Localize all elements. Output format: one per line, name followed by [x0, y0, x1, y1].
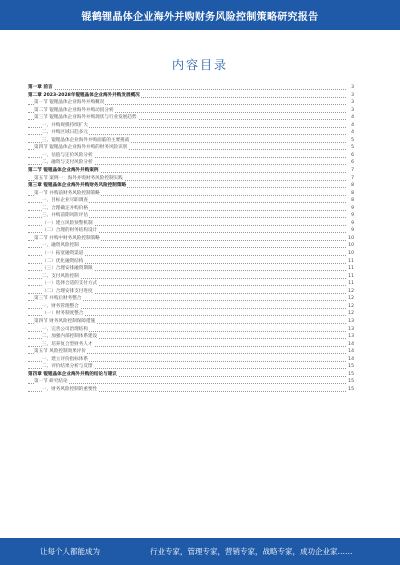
- toc-entry-label: 第二章 2023-2028年锟锂晶体企业海外并购发展概况: [28, 92, 140, 98]
- toc-entry-page: 3: [347, 84, 354, 92]
- toc-entry-label: 第一节 锟锂晶体企业海外并购概况: [34, 100, 105, 106]
- toc-entry[interactable]: [28, 175, 354, 183]
- toc-entry-page: 9: [347, 205, 354, 213]
- toc-leader-dots: [28, 89, 354, 90]
- toc-entry-page: 11: [348, 273, 354, 279]
- toc-entry[interactable]: [28, 159, 354, 167]
- footer-banner: [0, 538, 400, 565]
- toc-entry-page: 14: [348, 341, 354, 347]
- toc-entry-page: 14: [348, 356, 354, 362]
- toc-entry-page: 8: [347, 182, 354, 190]
- header-banner: [0, 0, 400, 30]
- toc-entry-label: 第五节 风险控制效果评价: [34, 349, 86, 355]
- toc-entry-page: 15: [348, 386, 354, 392]
- toc-entry-page: 12: [348, 296, 354, 302]
- toc-entry-page: 12: [348, 311, 354, 317]
- toc-entry[interactable]: [28, 303, 354, 311]
- toc-entry-label: 二、支付风险控制: [42, 273, 79, 279]
- toc-entry-label: 第四节 财务风险控制保障措施: [34, 318, 96, 324]
- toc-entry-page: 11: [348, 258, 354, 264]
- toc-entry-page: 15: [348, 371, 354, 377]
- toc-entry-label: 二、合理确定并购价格: [42, 205, 88, 211]
- toc-entry[interactable]: [28, 242, 354, 250]
- toc-entry-page: 4: [347, 129, 354, 137]
- toc-entry[interactable]: [28, 99, 354, 107]
- toc-entry[interactable]: [28, 205, 354, 213]
- toc-entry-label: 第一节 并购前财务风险控制策略: [34, 190, 100, 196]
- toc-entry-page: 10: [348, 243, 354, 249]
- toc-entry[interactable]: [28, 227, 354, 235]
- toc-entry[interactable]: [28, 84, 354, 92]
- toc-entry[interactable]: [28, 288, 354, 296]
- toc-entry-label: 三、并购前期风险评估: [42, 213, 88, 219]
- toc-entry[interactable]: [28, 295, 354, 303]
- toc-entry-label: 一、财务风险控制的重要性: [42, 386, 98, 392]
- toc-entry-label: 第二节 锟锂晶体企业海外并购动因分析: [34, 107, 114, 113]
- toc-leader-dots: [28, 383, 354, 384]
- toc-entry[interactable]: [28, 378, 354, 386]
- toc-entry[interactable]: [28, 348, 354, 356]
- toc-entry-label: 一、并购规模持续扩大: [42, 122, 88, 128]
- toc-entry-label: （一）建立风险预警机制: [42, 220, 93, 226]
- toc-entry[interactable]: [28, 341, 354, 349]
- toc-entry-page: 14: [348, 349, 354, 355]
- toc-entry-page: 4: [347, 114, 354, 122]
- toc-entry[interactable]: [28, 122, 354, 130]
- toc-entry-page: 8: [347, 190, 354, 198]
- toc-entry-page: 7: [347, 175, 354, 183]
- toc-entry-page: 5: [347, 137, 354, 145]
- toc-entry-label: 一、目标企业尽职调查: [42, 198, 88, 204]
- toc-entry-page: 15: [348, 364, 354, 370]
- toc-entry[interactable]: [28, 280, 354, 288]
- toc-entry-label: 三、锟锂晶体企业海外并购面临的主要挑战: [42, 137, 130, 143]
- toc-entry-page: 13: [348, 334, 354, 340]
- toc-entry-page: 10: [348, 235, 354, 241]
- toc-entry[interactable]: [28, 212, 354, 220]
- toc-entry-label: 二、融资与支付风险分析: [42, 160, 93, 166]
- toc-entry-page: 3: [347, 92, 354, 100]
- toc-entry-page: 6: [347, 152, 354, 160]
- toc-entry-label: 第三节 锟锂晶体企业海外并购现状与行业发展趋势: [34, 115, 137, 121]
- toc-entry-label: 一、建立评价指标体系: [42, 356, 88, 362]
- toc-entry-label: 一、估值与定价风险分析: [42, 152, 93, 158]
- toc-entry-label: 一、完善公司治理结构: [42, 326, 88, 332]
- toc-entry-label: 第三节 并购后财务整合: [34, 296, 82, 302]
- toc-entry[interactable]: [28, 318, 354, 326]
- toc-entry-page: 12: [348, 303, 354, 309]
- toc-entry-page: 9: [347, 212, 354, 220]
- toc-entry-label: （一）拓宽融资渠道: [42, 251, 84, 257]
- toc-entry-page: 5: [347, 144, 354, 152]
- toc-entry[interactable]: [28, 137, 354, 145]
- toc-entry-page: 11: [348, 266, 354, 272]
- toc-entry-page: 12: [348, 288, 354, 294]
- toc-entry[interactable]: [28, 92, 354, 100]
- toc-entry[interactable]: [28, 107, 354, 115]
- toc-entry-label: 三、培养复合型财务人才: [42, 341, 93, 347]
- toc-entry[interactable]: [28, 333, 354, 341]
- toc-entry-label: （二）优化融资结构: [42, 258, 84, 264]
- toc-entry[interactable]: [28, 371, 354, 379]
- toc-entry-page: 9: [347, 227, 354, 235]
- toc-entry[interactable]: [28, 220, 354, 228]
- toc-entry[interactable]: [28, 363, 354, 371]
- toc-entry[interactable]: [28, 310, 354, 318]
- toc-entry-page: 8: [347, 197, 354, 205]
- toc-entry-page: 11: [348, 281, 354, 287]
- toc-entry-page: 9: [347, 220, 354, 228]
- toc-entry-label: 二、评价结果分析与反馈: [42, 364, 93, 370]
- toc-entry[interactable]: [28, 182, 354, 190]
- toc-entry-label: （一）选择合适的支付方式: [42, 281, 98, 287]
- toc-entry-page: 15: [348, 379, 354, 385]
- toc-entry[interactable]: [28, 273, 354, 281]
- toc-entry-page: 4: [347, 122, 354, 130]
- footer-slogan-right: 行业专家，管理专家，营销专家，战略专家，成功企业家……: [150, 547, 353, 556]
- toc-entry[interactable]: [28, 197, 354, 205]
- toc-entry[interactable]: [28, 326, 354, 334]
- toc-entry-page: 10: [348, 251, 354, 257]
- toc-entry-label: （一）财务制度整合: [42, 311, 84, 317]
- toc-entry-label: 一、融资风险控制: [42, 243, 79, 249]
- toc-entry[interactable]: [28, 114, 354, 122]
- toc-entry-label: 第二节 并购中财务风险控制策略: [34, 235, 100, 241]
- toc-entry-label: 第五节 案例一：海外并购财务风险控制实践: [34, 175, 123, 181]
- toc-entry-label: 一、财务管理整合: [42, 303, 79, 309]
- toc-entry-label: 第四节 锟锂晶体企业海外并购的财务风险识别: [34, 145, 128, 151]
- toc-entry[interactable]: [28, 190, 354, 198]
- toc-entry-label: 第二节 锟锂晶体企业海外并购案例: [28, 168, 99, 174]
- toc-entry[interactable]: [28, 235, 354, 243]
- toc-entry[interactable]: [28, 356, 354, 364]
- toc-entry-label: 二、加强内部控制体系建设: [42, 334, 98, 340]
- toc-entry[interactable]: [28, 152, 354, 160]
- toc-entry-page: 3: [347, 99, 354, 107]
- toc-entry-label: 第四章 锟锂晶体企业海外并购的结论与建议: [28, 371, 117, 377]
- toc-entry-label: 第一章 前言: [28, 85, 53, 90]
- toc-entry-page: 6: [347, 159, 354, 167]
- toc-heading: 内容目录: [171, 58, 228, 72]
- toc-entry[interactable]: [28, 167, 354, 175]
- toc-entry-label: 第一节 研究结论: [34, 379, 68, 385]
- table-of-contents: [28, 84, 354, 393]
- toc-entry-label: （二）合理的财务结构设计: [42, 228, 98, 234]
- report-title: 锟鹤锂晶体企业海外并购财务风险控制策略研究报告: [81, 12, 319, 23]
- toc-entry[interactable]: [28, 250, 354, 258]
- toc-entry-page: 7: [347, 167, 354, 175]
- toc-entry-page: 13: [348, 326, 354, 332]
- toc-entry[interactable]: [28, 386, 354, 394]
- toc-entry[interactable]: [28, 129, 354, 137]
- toc-entry[interactable]: [28, 144, 354, 152]
- toc-entry-page: 13: [348, 318, 354, 324]
- toc-entry[interactable]: [28, 258, 354, 266]
- toc-entry-page: 3: [347, 107, 354, 115]
- toc-entry-label: 第三章 锟锂晶体企业海外并购财务风险控制策略: [28, 183, 127, 189]
- toc-entry[interactable]: [28, 265, 354, 273]
- footer-slogan-left: 让每个人都能成为: [40, 547, 100, 556]
- toc-entry-label: 二、并购区域日趋多元: [42, 130, 88, 136]
- toc-entry-label: （三）合理安排融资期限: [42, 266, 93, 272]
- toc-entry-label: （二）合理安排支付进度: [42, 288, 93, 294]
